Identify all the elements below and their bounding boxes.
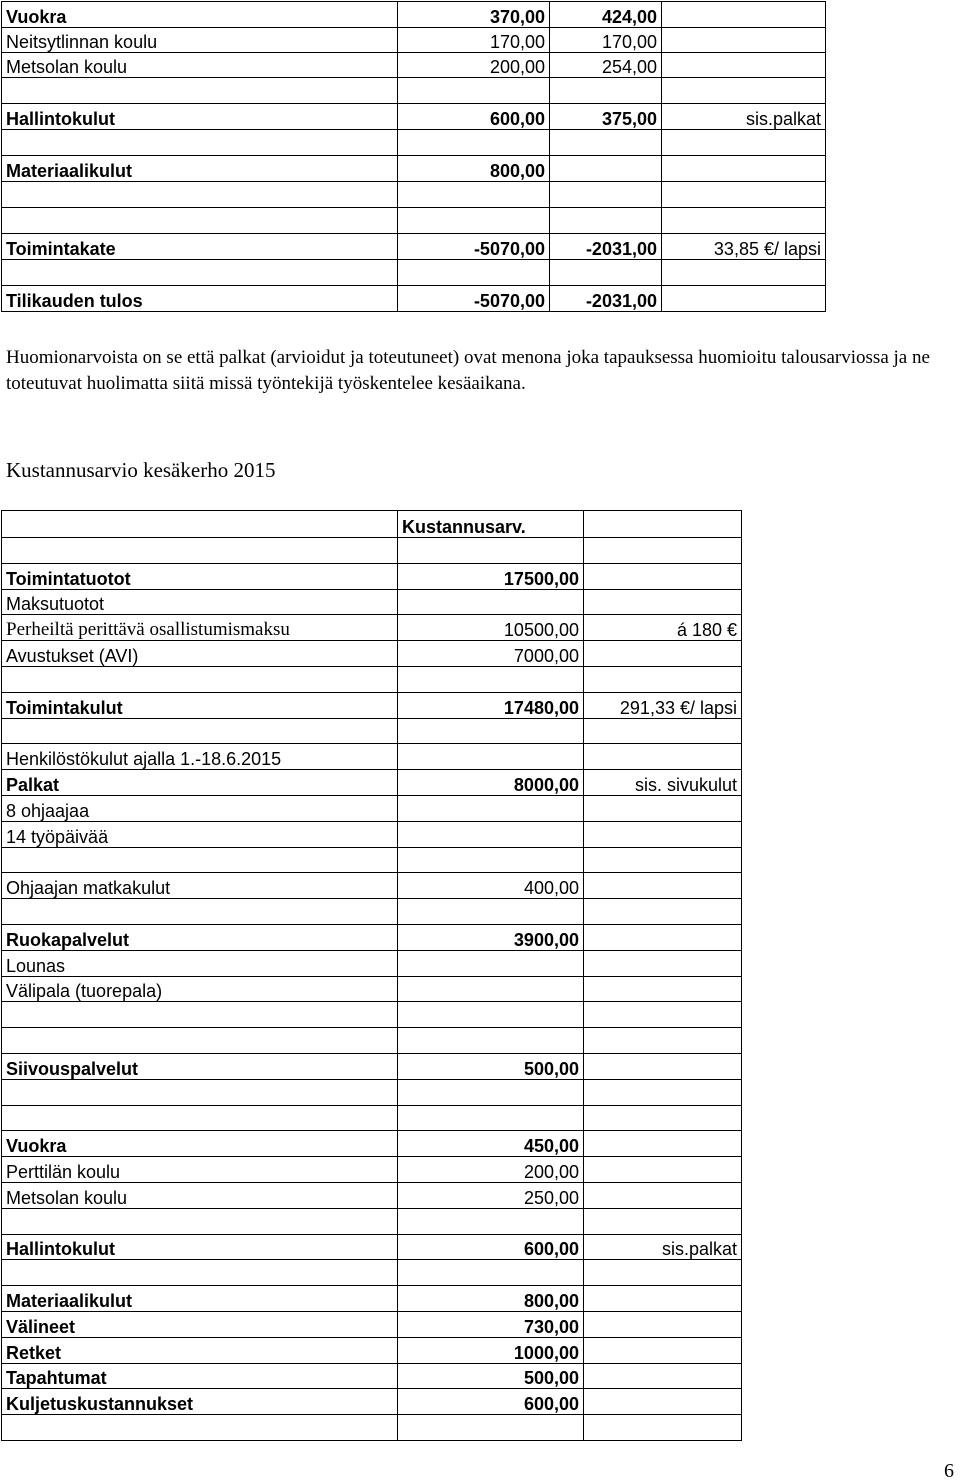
cell-label: Metsolan koulu bbox=[2, 53, 398, 78]
cell-label bbox=[2, 538, 398, 564]
table-row bbox=[2, 182, 826, 208]
table-row bbox=[2, 1415, 742, 1441]
cell-note: 291,33 €/ lapsi bbox=[584, 692, 742, 718]
cell-label bbox=[2, 1079, 398, 1105]
cell-label: Toimintakulut bbox=[2, 692, 398, 718]
cell-note bbox=[584, 976, 742, 1002]
cell-value: 400,00 bbox=[398, 873, 584, 899]
cell-b bbox=[550, 156, 662, 182]
cell-a bbox=[398, 130, 550, 156]
cell-label bbox=[2, 1208, 398, 1234]
table-row bbox=[2, 718, 742, 744]
cell-value bbox=[398, 847, 584, 873]
cell-value bbox=[398, 589, 584, 615]
table-row bbox=[2, 770, 742, 796]
cell-value: 1000,00 bbox=[398, 1337, 584, 1363]
cell-note bbox=[584, 1415, 742, 1441]
note-paragraph: Huomionarvoista on se että palkat (arvioidut ja toteutuneet) ovat menona joka tapauksessa huomioitu talousarviossa ja ne toteutuvat huolimatta siitä missä työntekijä työskentelee kesäaikana. bbox=[6, 347, 930, 394]
header-empty-cell bbox=[584, 511, 742, 538]
cell-note bbox=[584, 950, 742, 976]
table-row bbox=[2, 1363, 742, 1389]
cell-note bbox=[584, 821, 742, 847]
table-row bbox=[2, 899, 742, 925]
cell-label bbox=[2, 847, 398, 873]
table-row bbox=[2, 1131, 742, 1157]
cell-value: 730,00 bbox=[398, 1311, 584, 1337]
cell-a: -5070,00 bbox=[398, 234, 550, 260]
table-row bbox=[2, 78, 826, 104]
table-row bbox=[2, 104, 826, 130]
section-heading: Kustannusarvio kesäkerho 2015 bbox=[6, 458, 276, 482]
table-row bbox=[2, 1389, 742, 1415]
cell-a: 800,00 bbox=[398, 156, 550, 182]
table-row bbox=[2, 873, 742, 899]
cell-b: -2031,00 bbox=[550, 286, 662, 312]
cell-label: Avustukset (AVI) bbox=[2, 641, 398, 667]
cell-b bbox=[550, 260, 662, 286]
cell-note bbox=[584, 1182, 742, 1208]
table-row bbox=[2, 234, 826, 260]
cell-b: 375,00 bbox=[550, 104, 662, 130]
table-row bbox=[2, 28, 826, 53]
cell-note bbox=[584, 795, 742, 821]
cell-note bbox=[584, 1208, 742, 1234]
table-row bbox=[2, 1260, 742, 1286]
cell-note: sis.palkat bbox=[584, 1234, 742, 1260]
cell-note bbox=[662, 208, 826, 234]
cell-label: Palkat bbox=[2, 770, 398, 796]
cell-label: Hallintokulut bbox=[2, 104, 398, 130]
cell-value: 7000,00 bbox=[398, 641, 584, 667]
page-number: 6 bbox=[944, 1460, 954, 1482]
cell-note bbox=[584, 1337, 742, 1363]
cell-note bbox=[662, 260, 826, 286]
cell-note bbox=[584, 1131, 742, 1157]
table-row bbox=[2, 1208, 742, 1234]
table-row bbox=[2, 1079, 742, 1105]
table-row bbox=[2, 1234, 742, 1260]
cell-note bbox=[584, 1363, 742, 1389]
cell-value bbox=[398, 1208, 584, 1234]
cell-b: 424,00 bbox=[550, 2, 662, 28]
cell-note bbox=[584, 924, 742, 950]
cell-b bbox=[550, 182, 662, 208]
cell-value: 200,00 bbox=[398, 1157, 584, 1183]
cell-label: Metsolan koulu bbox=[2, 1182, 398, 1208]
cell-value bbox=[398, 821, 584, 847]
cell-value bbox=[398, 538, 584, 564]
cell-label: Vuokra bbox=[2, 2, 398, 28]
table-row bbox=[2, 976, 742, 1002]
table-row bbox=[2, 1028, 742, 1054]
table-row bbox=[2, 1002, 742, 1028]
cell-label bbox=[2, 718, 398, 744]
table-row bbox=[2, 666, 742, 692]
table-row bbox=[2, 847, 742, 873]
cell-value: 450,00 bbox=[398, 1131, 584, 1157]
cell-label: Maksutuotot bbox=[2, 589, 398, 615]
cell-note bbox=[584, 873, 742, 899]
cell-note bbox=[584, 666, 742, 692]
cell-label: Välineet bbox=[2, 1311, 398, 1337]
cell-note bbox=[584, 1157, 742, 1183]
cell-label: Hallintokulut bbox=[2, 1234, 398, 1260]
cell-value: 500,00 bbox=[398, 1363, 584, 1389]
table-row bbox=[2, 795, 742, 821]
cell-b bbox=[550, 208, 662, 234]
cell-note bbox=[584, 718, 742, 744]
cell-note bbox=[662, 182, 826, 208]
cell-value bbox=[398, 795, 584, 821]
cell-value bbox=[398, 1079, 584, 1105]
cell-label bbox=[2, 1415, 398, 1441]
cell-label: 8 ohjaajaa bbox=[2, 795, 398, 821]
cell-note bbox=[584, 899, 742, 925]
cell-label: Toimintatuotot bbox=[2, 563, 398, 589]
cell-label: Ruokapalvelut bbox=[2, 924, 398, 950]
cell-label: Siivouspalvelut bbox=[2, 1053, 398, 1079]
cell-value: 8000,00 bbox=[398, 770, 584, 796]
cell-a bbox=[398, 78, 550, 104]
table-row bbox=[2, 260, 826, 286]
cell-note bbox=[584, 1389, 742, 1415]
cell-label: Vuokra bbox=[2, 1131, 398, 1157]
table-row bbox=[2, 563, 742, 589]
cell-value: 250,00 bbox=[398, 1182, 584, 1208]
cell-value bbox=[398, 950, 584, 976]
cell-value bbox=[398, 744, 584, 770]
table-row bbox=[2, 1286, 742, 1312]
cell-label bbox=[2, 899, 398, 925]
cell-label bbox=[2, 1260, 398, 1286]
cell-note bbox=[662, 2, 826, 28]
cell-note bbox=[584, 589, 742, 615]
cell-label bbox=[2, 130, 398, 156]
cell-value bbox=[398, 1415, 584, 1441]
cell-label: Välipala (tuorepala) bbox=[2, 976, 398, 1002]
table-row bbox=[2, 1311, 742, 1337]
table-row bbox=[2, 156, 826, 182]
cell-label bbox=[2, 260, 398, 286]
cell-a: 200,00 bbox=[398, 53, 550, 78]
cell-label: Perheiltä perittävä osallistumismaksu bbox=[2, 615, 398, 641]
cell-value bbox=[398, 666, 584, 692]
cell-note bbox=[662, 286, 826, 312]
cell-label: Retket bbox=[2, 1337, 398, 1363]
cell-label bbox=[2, 208, 398, 234]
cell-note bbox=[584, 1028, 742, 1054]
cell-label: Henkilöstökulut ajalla 1.-18.6.2015 bbox=[2, 744, 398, 770]
cell-note bbox=[662, 53, 826, 78]
cell-note bbox=[584, 1311, 742, 1337]
cell-note bbox=[584, 1260, 742, 1286]
cell-value bbox=[398, 1105, 584, 1131]
table-row bbox=[2, 589, 742, 615]
table-row bbox=[2, 1105, 742, 1131]
cell-note bbox=[584, 1053, 742, 1079]
cell-note bbox=[662, 156, 826, 182]
cell-b: -2031,00 bbox=[550, 234, 662, 260]
table-row bbox=[2, 692, 742, 718]
cell-value: 17480,00 bbox=[398, 692, 584, 718]
cell-value: 3900,00 bbox=[398, 924, 584, 950]
table-row bbox=[2, 2, 826, 28]
cell-value bbox=[398, 1028, 584, 1054]
cell-note bbox=[584, 744, 742, 770]
cell-a bbox=[398, 182, 550, 208]
table-row bbox=[2, 1157, 742, 1183]
cell-note bbox=[584, 538, 742, 564]
cell-value: 10500,00 bbox=[398, 615, 584, 641]
cell-label bbox=[2, 1105, 398, 1131]
cell-label: Tapahtumat bbox=[2, 1363, 398, 1389]
cell-note bbox=[584, 1002, 742, 1028]
cell-b: 170,00 bbox=[550, 28, 662, 53]
cell-note: sis. sivukulut bbox=[584, 770, 742, 796]
cell-note bbox=[584, 1079, 742, 1105]
cell-value: 17500,00 bbox=[398, 563, 584, 589]
cell-note bbox=[662, 130, 826, 156]
cell-value bbox=[398, 1260, 584, 1286]
cell-a: 600,00 bbox=[398, 104, 550, 130]
table-row bbox=[2, 615, 742, 641]
cell-value bbox=[398, 899, 584, 925]
cell-label: Ohjaajan matkakulut bbox=[2, 873, 398, 899]
cell-value: 800,00 bbox=[398, 1286, 584, 1312]
column-header-kustannusarv: Kustannusarv. bbox=[398, 511, 584, 538]
table-row bbox=[2, 208, 826, 234]
table-row bbox=[2, 1182, 742, 1208]
table-row bbox=[2, 744, 742, 770]
cell-note bbox=[584, 1286, 742, 1312]
cell-note bbox=[662, 28, 826, 53]
cell-label: Toimintakate bbox=[2, 234, 398, 260]
table-row bbox=[2, 641, 742, 667]
table-row bbox=[2, 1337, 742, 1363]
cell-label bbox=[2, 182, 398, 208]
table-row bbox=[2, 53, 826, 78]
table-row bbox=[2, 924, 742, 950]
cell-label: Lounas bbox=[2, 950, 398, 976]
cell-note bbox=[662, 78, 826, 104]
cell-a bbox=[398, 208, 550, 234]
table-row bbox=[2, 950, 742, 976]
cell-value bbox=[398, 976, 584, 1002]
cell-note: 33,85 €/ lapsi bbox=[662, 234, 826, 260]
cell-label bbox=[2, 1002, 398, 1028]
cell-value: 500,00 bbox=[398, 1053, 584, 1079]
cell-label: Perttilän koulu bbox=[2, 1157, 398, 1183]
cell-a bbox=[398, 260, 550, 286]
header-empty-cell bbox=[2, 511, 398, 538]
cell-value: 600,00 bbox=[398, 1389, 584, 1415]
budget-table-2015 bbox=[1, 510, 742, 1441]
cell-label bbox=[2, 666, 398, 692]
cell-note bbox=[584, 1105, 742, 1131]
cell-label: Materiaalikulut bbox=[2, 156, 398, 182]
table-row bbox=[2, 130, 826, 156]
table-row bbox=[2, 1053, 742, 1079]
cell-value bbox=[398, 718, 584, 744]
cell-note: á 180 € bbox=[584, 615, 742, 641]
budget-table-comparison bbox=[1, 1, 826, 312]
cell-note: sis.palkat bbox=[662, 104, 826, 130]
cell-b bbox=[550, 130, 662, 156]
cell-label: Materiaalikulut bbox=[2, 1286, 398, 1312]
cell-label: Neitsytlinnan koulu bbox=[2, 28, 398, 53]
cell-a: 170,00 bbox=[398, 28, 550, 53]
cell-note bbox=[584, 641, 742, 667]
cell-b bbox=[550, 78, 662, 104]
cell-value: 600,00 bbox=[398, 1234, 584, 1260]
table-row bbox=[2, 538, 742, 564]
cell-b: 254,00 bbox=[550, 53, 662, 78]
cell-note bbox=[584, 563, 742, 589]
cell-note bbox=[584, 847, 742, 873]
cell-label: Kuljetuskustannukset bbox=[2, 1389, 398, 1415]
cell-label: 14 työpäivää bbox=[2, 821, 398, 847]
table-row bbox=[2, 821, 742, 847]
cell-label bbox=[2, 78, 398, 104]
cell-a: 370,00 bbox=[398, 2, 550, 28]
table-row bbox=[2, 286, 826, 312]
cell-label: Tilikauden tulos bbox=[2, 286, 398, 312]
cell-a: -5070,00 bbox=[398, 286, 550, 312]
cell-label bbox=[2, 1028, 398, 1054]
cell-value bbox=[398, 1002, 584, 1028]
